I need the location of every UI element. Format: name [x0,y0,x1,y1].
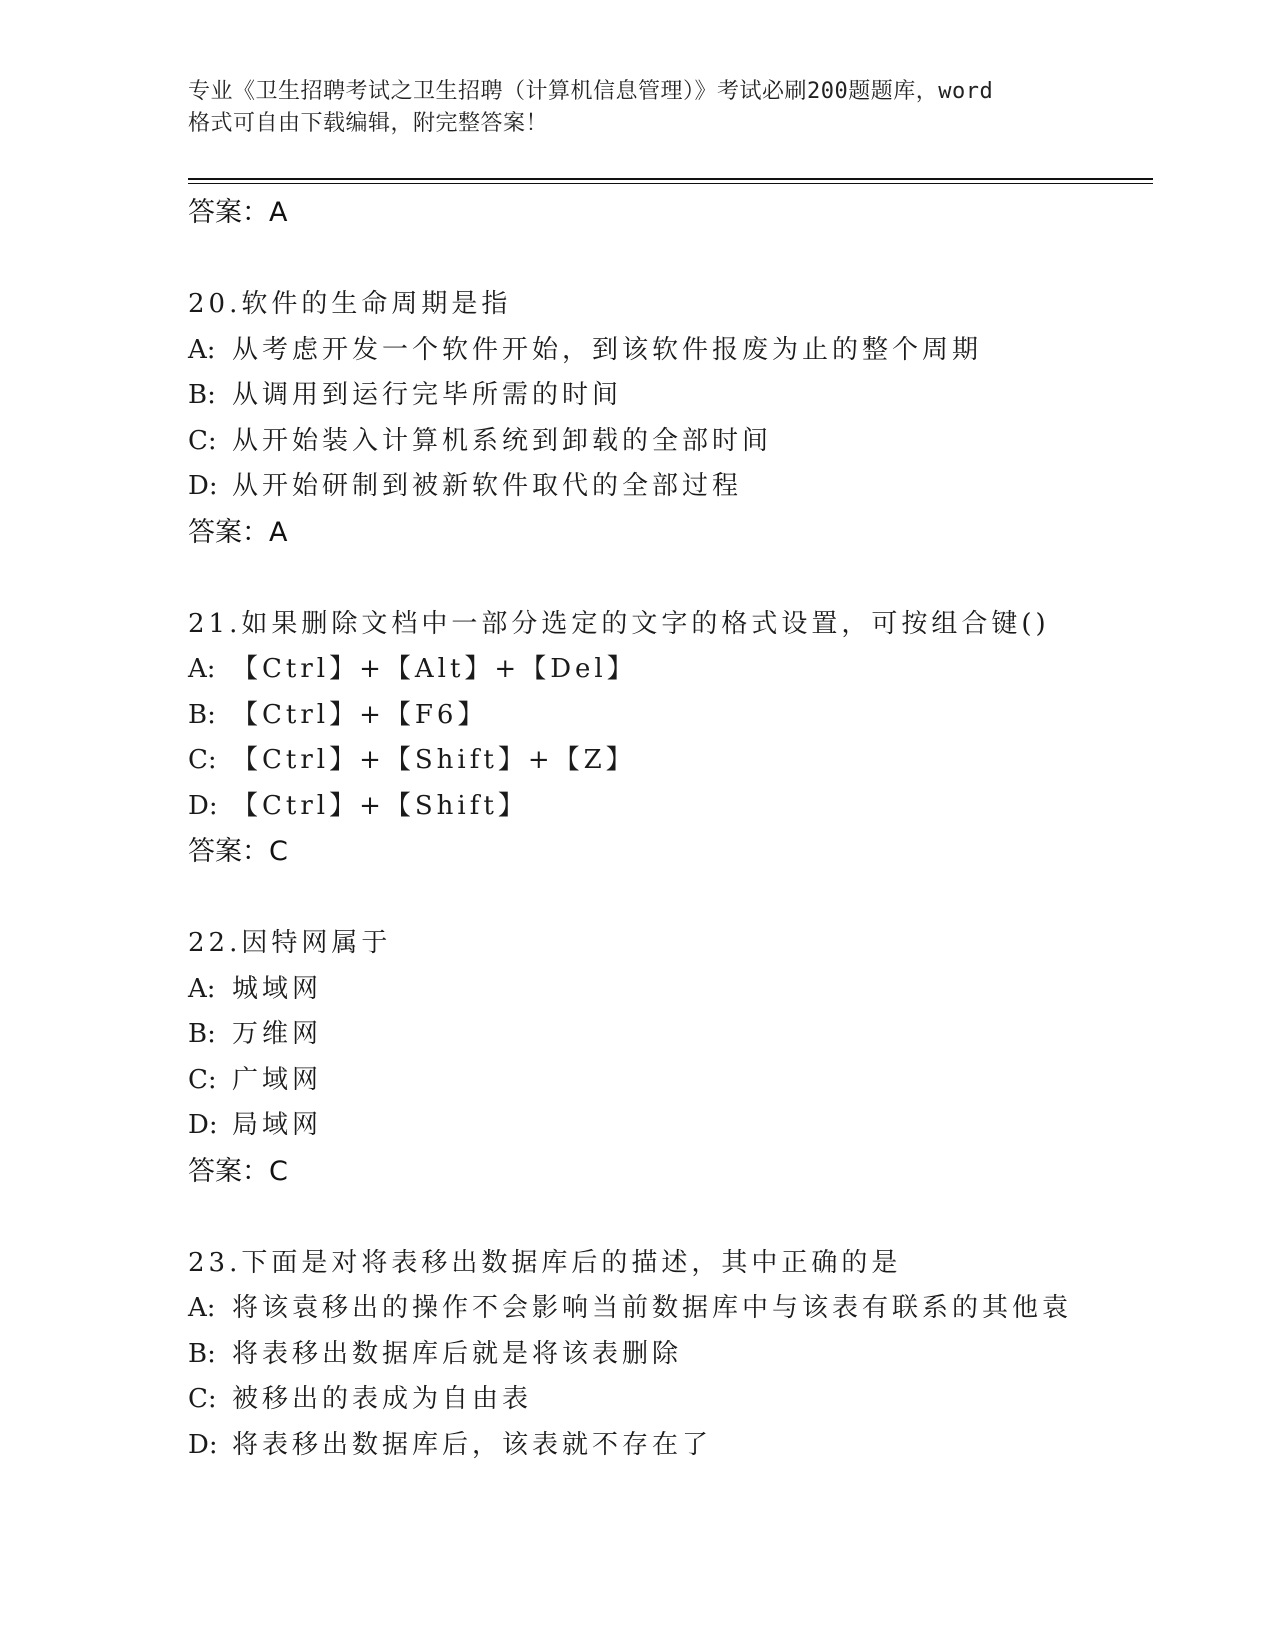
option-text: 将表移出数据库后就是将该表删除 [232,1338,683,1369]
option-c [188,1058,1148,1104]
spacer [188,236,1148,282]
option-letter: C: [188,425,217,456]
option-text: 从开始研制到被新软件取代的全部过程 [232,471,743,501]
option-letter: B: [188,1338,216,1369]
option-c [188,419,1148,465]
question-block [188,921,1148,1195]
option-letter: D: [188,1429,218,1460]
option-letter: B: [188,699,216,730]
option-letter: B: [188,380,216,410]
option-text: 被移出的表成为自由表 [232,1384,533,1414]
option-letter: A: [188,973,216,1004]
option-letter: C: [188,745,217,775]
option-text: 【Ctrl】+【Shift】 [232,790,528,821]
option-letter: D: [188,1110,218,1140]
option-letter: A: [188,654,216,684]
question-block [188,1241,1148,1469]
spacer [188,875,1148,921]
header-divider-thin [188,183,1153,184]
option-letter: D: [188,790,218,821]
option-b [188,1012,1148,1058]
option-text: 城域网 [232,973,323,1004]
option-a [188,967,1148,1013]
option-text: 【Ctrl】+【F6】 [232,699,488,730]
option-a [188,647,1148,693]
document-header [188,76,1128,140]
option-letter: C: [188,1384,217,1414]
option-text: 【Ctrl】+【Alt】+【Del】 [232,654,637,684]
option-a [188,328,1148,374]
option-c [188,738,1148,784]
question-block [188,282,1148,556]
option-letter: D: [188,471,218,501]
option-text: 从开始装入计算机系统到卸载的全部时间 [232,425,773,456]
option-b [188,1332,1148,1378]
option-letter: C: [188,1064,217,1095]
option-c [188,1377,1148,1423]
option-text: 从考虑开发一个软件开始，到该软件报废为止的整个周期 [232,334,983,365]
question-stem: 20.软件的生命周期是指 [188,289,512,319]
option-letter: A: [188,1293,216,1323]
option-text: 万维网 [232,1019,323,1049]
question-list [188,190,1148,1468]
spacer [188,556,1148,602]
option-d [188,1103,1148,1149]
option-text: 局域网 [232,1110,323,1140]
option-b [188,373,1148,419]
question-stem: 22.因特网属于 [188,928,392,958]
header-divider-thick [188,178,1153,180]
question-stem: 23.下面是对将表移出数据库后的描述，其中正确的是 [188,1247,902,1278]
option-letter: B: [188,1019,216,1049]
option-d [188,1423,1148,1469]
question-stem: 21.如果删除文档中一部分选定的文字的格式设置，可按组合键() [188,608,1050,639]
option-text: 【Ctrl】+【Shift】+【Z】 [232,745,636,775]
option-text: 广域网 [232,1064,323,1095]
option-a [188,1286,1148,1332]
option-text: 将表移出数据库后，该表就不存在了 [232,1429,713,1460]
option-letter: A: [188,334,216,365]
header-line-1: 专业《卫生招聘考试之卫生招聘（计算机信息管理）》考试必刷200题题库，word [188,79,994,104]
option-d [188,784,1148,830]
question-answer: 答案：A [188,516,288,548]
previous-answer: 答案：A [188,197,288,228]
option-text: 从调用到运行完毕所需的时间 [232,380,623,410]
question-answer: 答案：C [188,836,288,867]
option-b [188,693,1148,739]
question-block [188,602,1148,876]
spacer [188,1195,1148,1241]
header-line-2: 格式可自由下载编辑，附完整答案！ [188,111,549,136]
question-answer: 答案：C [188,1155,288,1187]
option-text: 将该袁移出的操作不会影响当前数据库中与该表有联系的其他袁 [232,1293,1073,1323]
option-d [188,464,1148,510]
